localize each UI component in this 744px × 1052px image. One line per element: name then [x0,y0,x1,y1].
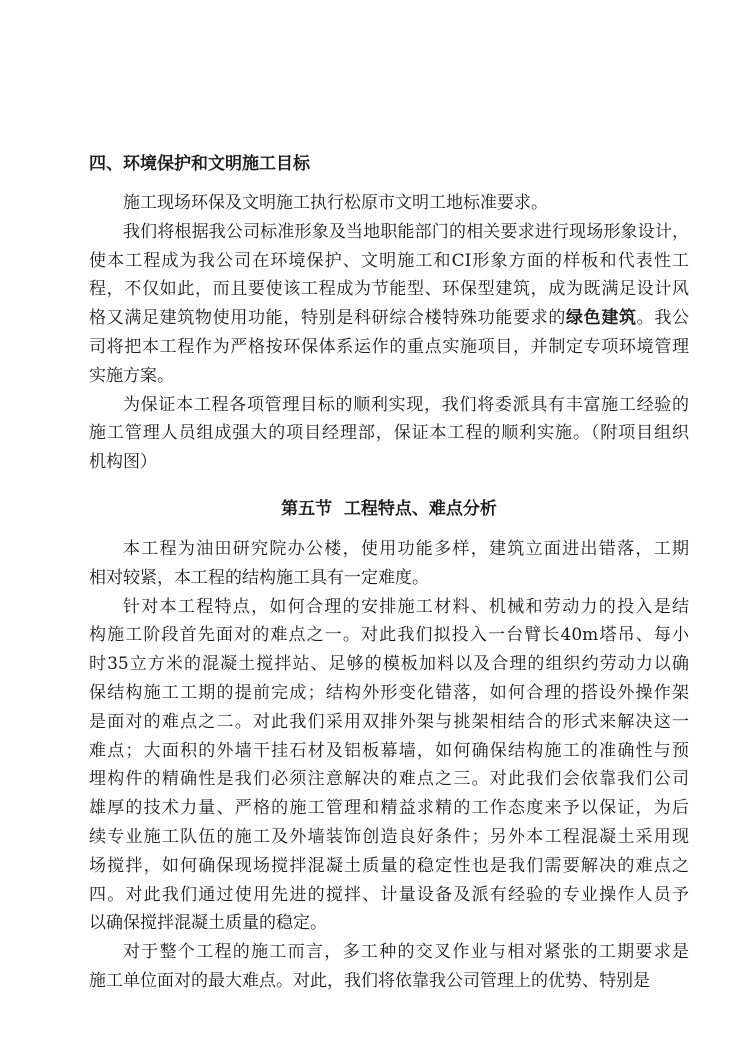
paragraph-line: 场搅拌，如何确保现场搅拌混凝土质量的稳定性也是我们需要解决的难点之 [89,855,689,876]
paragraph-line: 对于整个工程的施工而言，多工种的交叉作业与相对紧张的工期要求是 [123,942,689,963]
text: 。我公 [636,308,689,329]
paragraph-line: 是面对的难点之二。对此我们采用双排外架与挑架相结合的形式来解决这一 [89,711,689,732]
paragraph-line: 以确保搅拌混凝土质量的稳定。 [89,913,327,934]
paragraph-line: 使本工程成为我公司在环境保护、文明施工和CI形象方面的样板和代表性工 [89,250,689,271]
section-difficulties-body [89,535,689,996]
paragraph-line: 施工单位面对的最大难点。对此，我们将依靠我公司管理上的优势、特别是 [89,970,650,991]
paragraph-line: 施工现场环保及文明施工执行松原市文明工地标准要求。 [123,193,548,213]
paragraph-line: 本工程为油田研究院办公楼，使用功能多样，建筑立面进出错落，工期 [123,539,689,559]
paragraph-line: 实施方案。 [89,365,174,386]
section-title: 第五节 工程特点、难点分析 [281,499,497,519]
paragraph-line: 程，不仅如此，而且要使该工程成为节能型、环保型建筑，成为既满足设计风 [89,279,689,300]
paragraph-line: 保结构施工工期的提前完成；结构外形变化错落，如何合理的搭设外操作架 [89,682,689,703]
heading-environment-goals: 四、环境保护和文明施工目标 [89,154,310,174]
paragraph-line: 难点；大面积的外墙干挂石材及铝板幕墙，如何确保结构施工的准确性与预 [89,740,689,761]
bold-phrase: 绿色建筑 [566,308,637,329]
text: 格又满足建筑物使用功能，特别是科研综合楼特殊功能要求的 [89,308,566,329]
section-environment-body [89,189,689,477]
paragraph-line: 相对较紧，本工程的结构施工具有一定难度。 [89,567,429,588]
paragraph-line: 构施工阶段首先面对的难点之一。对此我们拟投入一台臂长40m塔吊、每小 [89,625,689,646]
paragraph-line: 为保证本工程各项管理目标的顺利实现，我们将委派具有丰富施工经验的 [123,394,689,415]
paragraph-line: 司将把本工程作为严格按环保体系运作的重点实施项目，并制定专项环境管理 [89,336,689,357]
paragraph-line: 四。对此我们通过使用先进的搅拌、计量设备及派有经验的专业操作人员予 [89,884,689,905]
paragraph-line: 续专业施工队伍的施工及外墙装饰创造良好条件；另外本工程混凝土采用现 [89,826,689,847]
paragraph-line: 我们将根据我公司标准形象及当地职能部门的相关要求进行现场形象设计， [123,221,689,242]
paragraph-line [89,304,689,333]
paragraph-line: 针对本工程特点，如何合理的安排施工材料、机械和劳动力的投入是结 [123,596,689,617]
paragraph-line: 雄厚的技术力量、严格的施工管理和精益求精的工作态度来予以保证，为后 [89,798,689,819]
paragraph-line: 埋构件的精确性是我们必须注意解决的难点之三。对此我们会依靠我们公司 [89,769,689,790]
paragraph-line: 施工管理人员组成强大的项目经理部，保证本工程的顺利实施。（附项目组织 [89,423,689,444]
paragraph-line: 时35立方米的混凝土搅拌站、足够的模板加料以及合理的组织约劳动力以确 [89,654,689,675]
paragraph-line: 机构图） [89,452,157,473]
